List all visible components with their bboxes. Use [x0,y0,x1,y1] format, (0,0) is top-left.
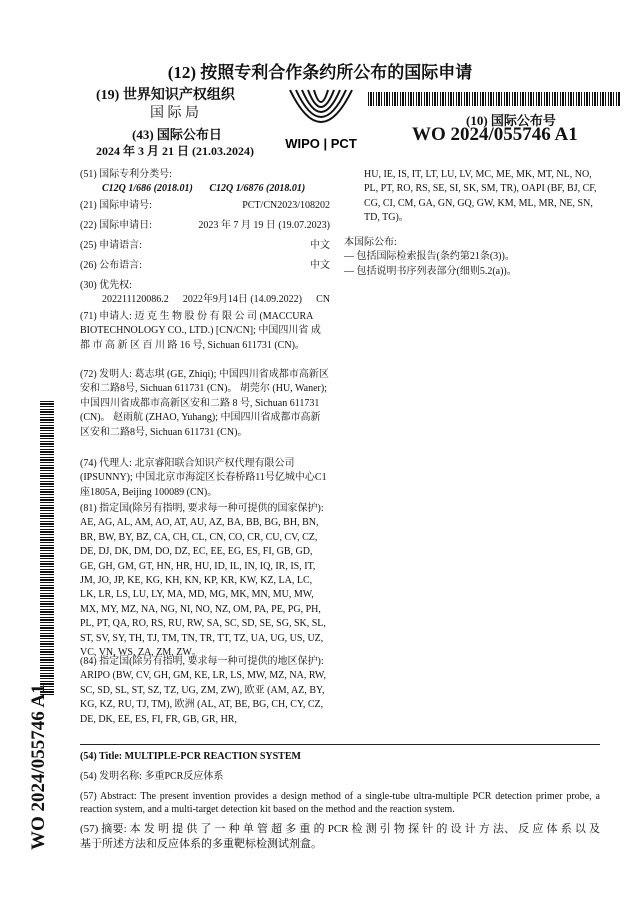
title-en: (54) Title: MULTIPLE-PCR REACTION SYSTEM [80,751,301,762]
side-barcode [40,400,54,695]
pub-date-label: (43) 国际公布日 [132,127,222,142]
side-pub-number: WO 2024/055746 A1 [28,684,49,850]
field-51-label: (51) 国际专利分类号: [80,169,172,180]
field-26-label: (26) 公布语言: [80,260,142,271]
field-25-value: 中文 [310,240,330,251]
published-item-2: — 包括说明书序列表部分(细则5.2(a))。 [344,265,517,277]
barcode [368,92,620,106]
field-30 [80,279,330,308]
field-22-value: 2023 年 7 月 19 日 (19.07.2023) [198,220,330,231]
field-25-label: (25) 申请语言: [80,240,142,251]
wipo-logo [276,84,366,154]
priority-number: 202211120086.2 [102,294,169,306]
field-84: (84) 指定国(除另有指明, 要求每一种可提供的地区保护): ARIPO (BW, CV, GH, GM, KE, LR, LS, MW, MZ, NA, RW, SC, SD, SL, ST, SZ, TZ, UG, ZM, ZW), 欧亚 (AM, AZ, BY, KG, KZ, RU, TJ, TM), 欧洲 (AL, AT, BE, BG, CH, CY, CZ, DE, DK, EE, ES, FI, FR, GB, GR, HR, [80,656,326,725]
published-heading: 本国际公布: [344,237,397,248]
abstract-zh: (57) 摘要: 本 发 明 提 供 了 一 种 单 管 超 多 重 的 PCR 检 测 引 物 探 针 的 设 计 方 法、 反 应 体 系 以 及 基于所述方法和反应体系的多重靶标检测试剂盒。 [80,823,600,850]
field-26-value: 中文 [310,260,330,271]
field-26 [80,259,330,273]
field-84-continued: HU, IE, IS, IT, LT, LU, LV, MC, ME, MK, MT, NL, NO, PL, PT, RO, RS, SE, SI, SK, SM, TR), OAPI (BF, BJ, CF, CG, CI, CM, GA, GN, GQ, GW, KM, ML, MR, NE, SN, TD, TG)。 [364,169,597,224]
document-title: (12) 按照专利合作条约所公布的国际申请 [167,63,473,82]
intl-bureau: 国 际 局 [150,106,199,121]
priority-date: 2022年9月14日 (14.09.2022) [182,294,303,306]
field-51 [80,168,330,197]
priority-country: CN [316,294,330,306]
wipo-org-name: (19) 世界知识产权组织 [96,88,235,103]
field-51-value1: C12Q 1/686 (2018.01) [102,183,193,195]
field-71: (71) 申请人: 迈 克 生 物 股 份 有 限 公 司 (MACCURA BIOTECHNOLOGY CO., LTD.) [CN/CN]; 中国四川省 成 都 市 高 新 区 百 川 路 16 号, Sichuan 611731 (CN)。 [80,311,321,351]
divider [80,744,600,745]
field-25 [80,239,330,253]
field-22-label: (22) 国际申请日: [80,220,152,231]
pub-number: WO 2024/055746 A1 [412,124,578,145]
published-with [344,236,600,279]
field-21 [80,199,330,213]
field-51-value2: C12Q 1/6876 (2018.01) [209,183,306,195]
field-74: (74) 代理人: 北京睿阳联合知识产权代理有限公司 (IPSUNNY); 中国北京市海淀区长春桥路11号亿城中心C1座1805A, Beijing 100089 (CN)。 [80,458,327,498]
field-22 [80,219,330,233]
title-zh: (54) 发明名称: 多重PCR反应体系 [80,771,224,782]
field-81: (81) 指定国(除另有指明, 要求每一种可提供的国家保护): AE, AG, AL, AM, AO, AT, AU, AZ, BA, BB, BG, BH, BN, BR, BW, BY, BZ, CA, CH, CL, CN, CO, CR, CU, CV, CZ, DE, DJ, DK, DM, DO, DZ, EC, EE, EG, ES, FI, GB, GD, GE, GH, GM, GT, HN, HR, HU, ID, IL, IN, IQ, IR, IS, IT, JM, JO, JP, KE, KG, KH, KN, KP, KR, KW, KZ, LA, LC, LK, LR, LS, LU, LY, MA, MD, MG, MK, MN, MU, MW, MX, MY, MZ, NA, NG, NI, NO, NZ, OM, PA, PE, PG, PH, PL, PT, QA, RO, RS, RU, RW, SA, SC, SD, SE, SG, SK, SL, ST, SV, SY, TH, TJ, TM, TN, TR, TT, TZ, UA, UG, US, UZ, VC, VN, WS, ZA, ZM, ZW。 [80,503,326,659]
pub-no-label: (10) 国际公布号 [466,113,556,128]
field-72: (72) 发明人: 葛志琪 (GE, Zhiqi); 中国四川省成都市高新区安和二路8号, Sichuan 611731 (CN)。 胡莞尔 (HU, Waner); 中国四川省成都市高新区安和二路 8 号, Sichuan 611731 (CN)。 赵雨航 (ZHAO, Yuhang); 中国四川省成都市高新区安和二路8号, Sichuan 611731 (CN)。 [80,369,329,438]
wipo-pct-text: WIPO | PCT [285,136,357,151]
pub-date: 2024 年 3 月 21 日 (21.03.2024) [96,144,254,158]
field-21-value: PCT/CN2023/108202 [242,200,330,211]
abstract-en: (57) Abstract: The present invention provides a design method of a single-tube ultra-multiple PCR detection primer probe, a reaction system, and a multi-target detection kit based on the method and the reaction system. [80,791,600,815]
field-30-label: (30) 优先权: [80,280,132,291]
published-item-1: — 包括国际检索报告(条约第21条(3))。 [344,251,515,263]
field-21-label: (21) 国际申请号: [80,200,152,211]
